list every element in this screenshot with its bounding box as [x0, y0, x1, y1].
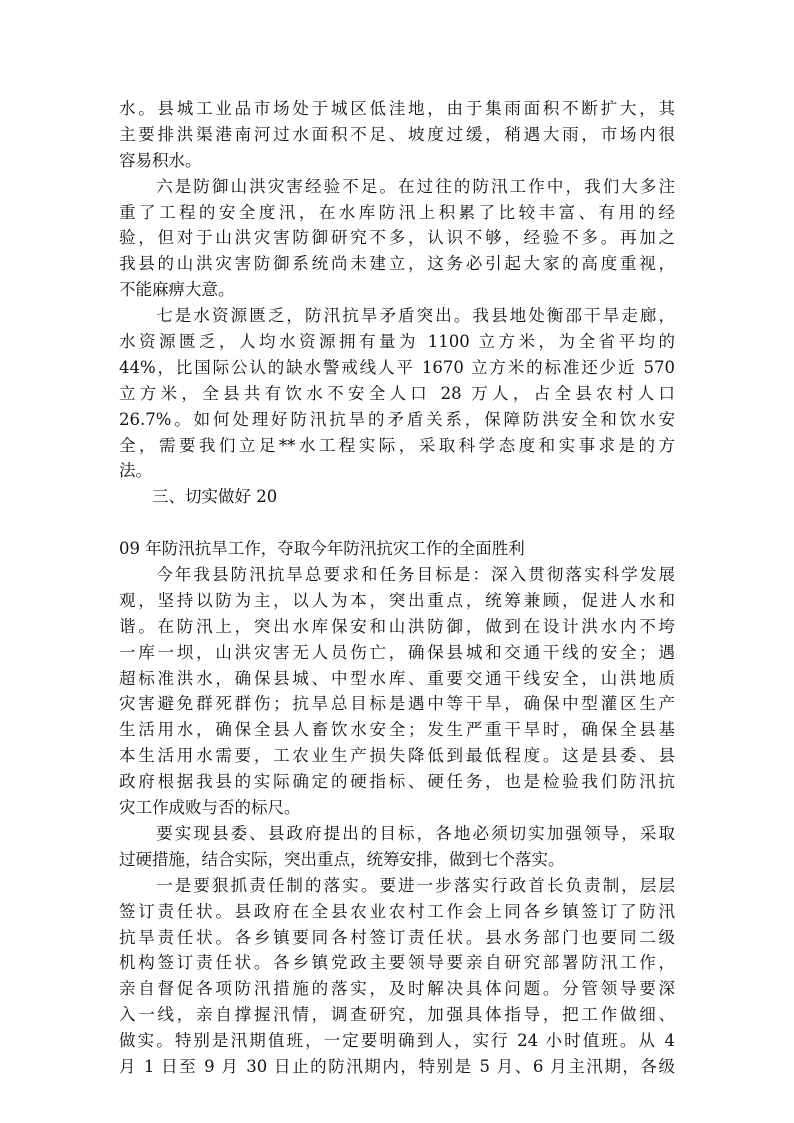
text-line: 生活用水，确保全县人畜饮水安全；发生严重干旱时，确保全县基 — [119, 720, 675, 740]
text-line: 今年我县防汛抗旱总要求和任务目标是：深入贯彻落实科学发展 — [119, 565, 675, 585]
text-line: 水。县城工业品市场处于城区低洼地，由于集雨面积不断扩大，其 — [119, 99, 675, 118]
text-line: 一库一坝，山洪灾害无人员伤亡，确保县城和交通干线的安全；遇 — [119, 642, 675, 662]
text-line: 不能麻痹大意。 — [119, 280, 235, 300]
text-line: 机构签订责任状。各乡镇党政主要领导要亲自研究部署防汛工作， — [119, 953, 675, 973]
text-line: 全，需要我们立足**水工程实际，采取科学态度和实事求是的方 — [119, 435, 675, 455]
text-line: 抗旱责任状。各乡镇要同各村签订责任状。县水务部门也要同二级 — [119, 927, 675, 947]
text-line: 政府根据我县的实际确定的硬指标、硬任务，也是检验我们防汛抗 — [119, 772, 675, 792]
text-line: 签订责任状。县政府在全县农业农村工作会上同各乡镇签订了防汛 — [119, 901, 675, 921]
text-line: 本生活用水需要，工农业生产损失降低到最低程度。这是县委、县 — [119, 746, 675, 766]
text-line: 过硬措施，结合实际，突出重点，统筹安排，做到七个落实。 — [119, 849, 565, 869]
text-line: 立方米，全县共有饮水不安全人口 28 万人，占全县农村人口 — [119, 383, 675, 403]
text-line: 重了工程的安全度汛，在水库防汛上积累了比较丰富、有用的经 — [119, 202, 675, 222]
text-line: 月 1 日至 9 月 30 日止的防汛期内，特别是 5 月、6 月主汛期，各级 — [119, 1056, 675, 1076]
text-line: 验，但对于山洪灾害防御研究不多，认识不够，经验不多。再加之 — [119, 228, 675, 248]
document-body — [119, 96, 675, 1080]
text-line: 入一线，亲自撑握汛情，调查研究，加强具体指导，把工作做细、 — [119, 1005, 675, 1025]
text-line: 七是水资源匮乏，防汛抗旱矛盾突出。我县地处衡邵干旱走廊， — [119, 306, 675, 326]
text-line: 我县的山洪灾害防御系统尚未建立，这务必引起大家的高度重视， — [119, 254, 675, 274]
text-line: 水资源匮乏，人均水资源拥有量为 1100 立方米，为全省平均的 — [119, 332, 675, 352]
text-line: 法。 — [119, 461, 152, 481]
text-line: 做实。特别是汛期值班，一定要明确到人，实行 24 小时值班。从 4 — [119, 1031, 675, 1051]
text-line: 09 年防汛抗旱工作，夺取今年防汛抗灾工作的全面胜利 — [119, 539, 525, 559]
text-line: 一是要狠抓责任制的落实。要进一步落实行政首长负责制，层层 — [119, 875, 675, 895]
text-line: 亲自督促各项防汛措施的落实，及时解决具体问题。分管领导要深 — [119, 979, 675, 999]
text-line: 灾工作成败与否的标尺。 — [119, 798, 301, 818]
text-line: 谐。在防汛上，突出水库保安和山洪防御，做到在设计洪水内不垮 — [119, 616, 675, 636]
text-line: 44%，比国际公认的缺水警戒线人平 1670 立方米的标准还少近 570 — [119, 357, 675, 377]
text-line: 超标准洪水，确保县城、中型水库、重要交通干线安全，山洪地质 — [119, 668, 675, 688]
text-line: 26.7%。如何处理好防汛抗旱的矛盾关系，保障防洪安全和饮水安 — [119, 409, 675, 429]
text-line: 主要排洪渠港南河过水面积不足、坡度过缓，稍遇大雨，市场内很 — [119, 124, 675, 144]
text-line: 要实现县委、县政府提出的目标，各地必须切实加强领导，采取 — [119, 823, 675, 843]
text-line: 六是防御山洪灾害经验不足。在过往的防汛工作中，我们大多注 — [119, 176, 675, 196]
text-line: 容易积水。 — [119, 150, 202, 170]
blank-line — [119, 510, 675, 536]
text-line: 灾害避免群死群伤；抗旱总目标是遇中等干旱，确保中型灌区生产 — [119, 694, 675, 714]
text-line: 三、切实做好 20 — [119, 487, 278, 507]
text-line: 观，坚持以防为主，以人为本，突出重点，统筹兼顾，促进人水和 — [119, 590, 675, 610]
